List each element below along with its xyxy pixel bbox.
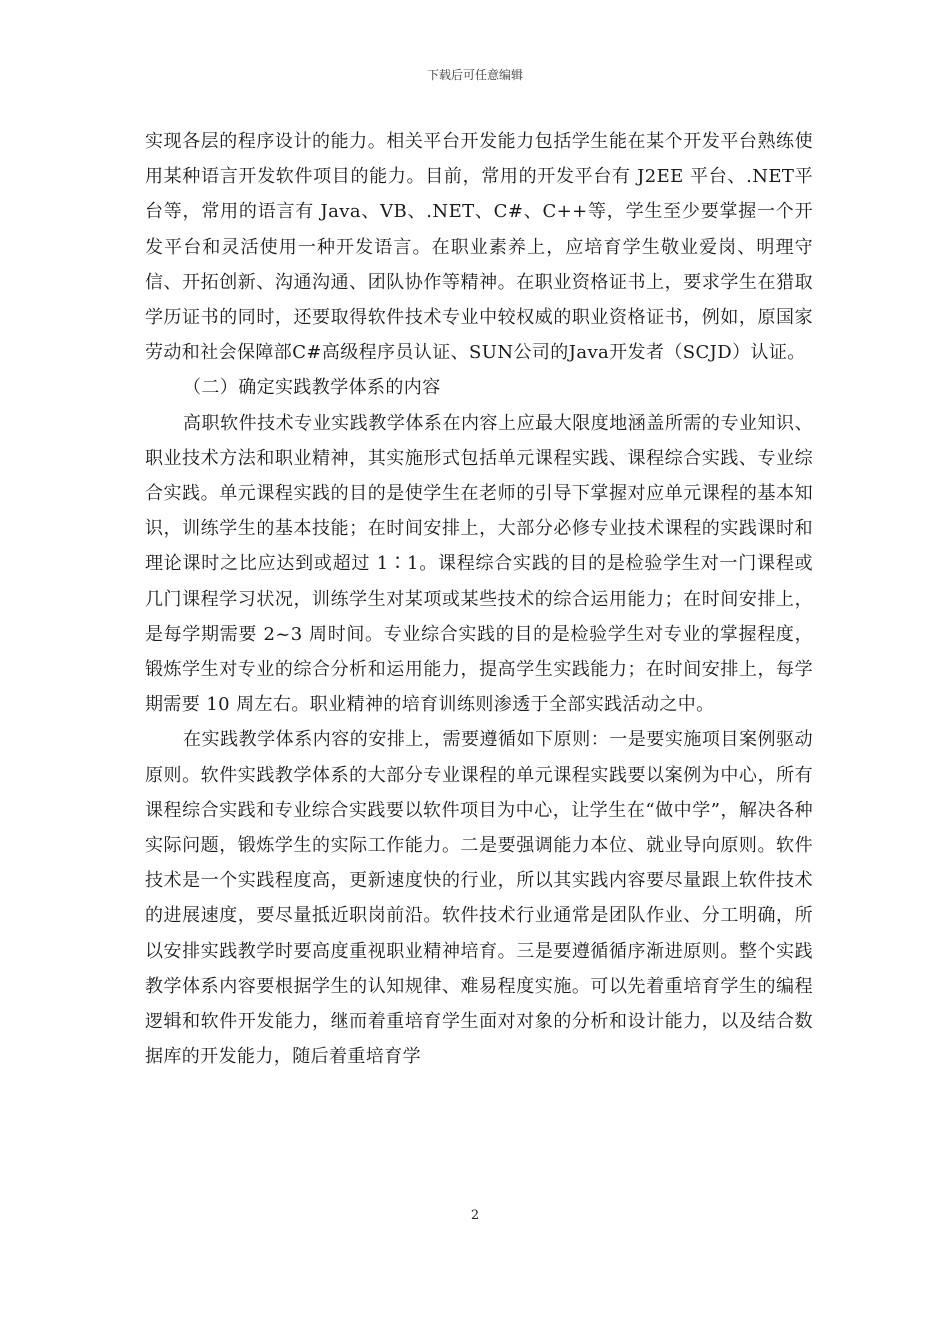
paragraph-principles: 在实践教学体系内容的安排上，需要遵循如下原则：一是要实施项目案例驱动原则。软件实践教学体系的大部分专业课程的单元课程实践要以案例为中心，所有课程综合实践和专业综合实践要以软件项目为中心，让学生在“做中学”，解决各种实际问题，锻炼学生的实际工作能力。二是要强调能力本位、就业导向原则。软件技术是一个实践程度高，更新速度快的行业，所以其实践内容要尽量跟上软件技术的进展速度，要尽量抵近职岗前沿。软件技术行业通常是团队作业、分工明确，所以安排实践教学时要高度重视职业精神培育。三是要遵循循序渐进原则。整个实践教学体系内容要根据学生的认知规律、难易程度实施。可以先着重培育学生的编程逻辑和软件开发能力，继而着重培育学生面对对象的分析和设计能力，以及结合数据库的开发能力，随后着重培育学: [145, 729, 813, 1068]
page-number: 2: [470, 1208, 480, 1223]
paragraph-continuation: 实现各层的程序设计的能力。相关平台开发能力包括学生能在某个开发平台熟练使用某种语言开发软件项目的能力。目前，常用的开发平台有 J2EE 平台、.NET平台等，常用的语言有 Java、VB、.NET、C#、C++等，学生至少要掌握一个开发平台和灵活使用一种开发语言。在职业素养上，应培育学生敬业爱岗、明理守信、开拓创新、沟通沟通、团队协作等精神。在职业资格证书上，要求学生在猎取学历证书的同时，还要取得软件技术专业中较权威的职业资格证书，例如，原国家劳动和社会保障部C#高级程序员认证、SUN公司的Java开发者（SCJD）认证。: [145, 131, 813, 364]
section-heading: （二）确定实践教学体系的内容: [183, 377, 441, 399]
document-body: [145, 124, 813, 1074]
page-header: 下载后可任意编辑: [426, 68, 523, 82]
paragraph-practice-content: 高职软件技术专业实践教学体系在内容上应最大限度地涵盖所需的专业知识、职业技术方法和职业精神，其实施形式包括单元课程实践、课程综合实践、专业综合实践。单元课程实践的目的是使学生在老师的引导下掌握对应单元课程的基本知识，训练学生的基本技能；在时间安排上，大部分必修专业技术课程的实践课时和理论课时之比应达到或超过 1∶1。课程综合实践的目的是检验学生对一门课程或几门课程学习状况，训练学生对某项或某些技术的综合运用能力；在时间安排上，是每学期需要 2~3 周时间。专业综合实践的目的是检验学生对专业的掌握程度，锻炼学生对专业的综合分析和运用能力，提高学生实践能力；在时间安排上，每学期需要 10 周左右。职业精神的培育训练则渗透于全部实践活动之中。: [145, 412, 813, 716]
